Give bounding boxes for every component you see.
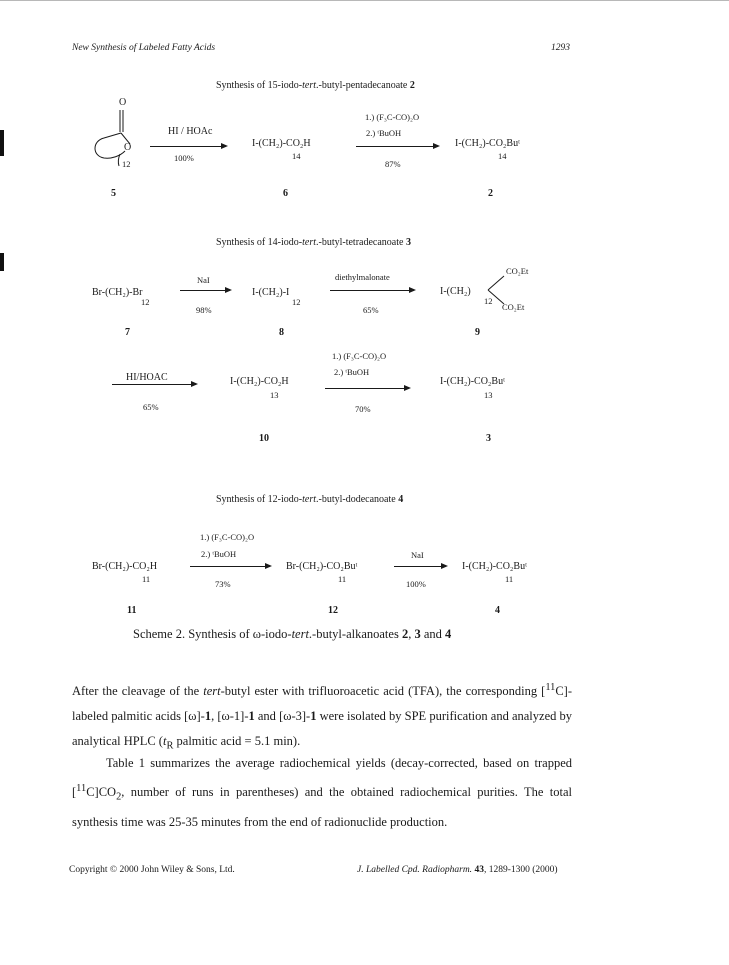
ester-substituent: CO₂Et [506,266,529,276]
compound-2-formula: I-(CH₂)-CO₂Buᵗ [455,138,520,149]
compound-9-formula: I-(CH₂) [440,286,471,297]
ring-oxygen: O [124,142,132,153]
carbonyl-oxygen: O [119,97,127,108]
journal-citation: J. Labelled Cpd. Radiopharm. 43, 1289-1300 (2000) [357,865,558,875]
body-paragraph-1: After the cleavage of the tert-butyl ester with trifluoroacetic acid (TFA), the corresponding [$^{11}$C]-labeled palmitic acids [ω]-1, [ω-1]-1 and [ω-3]-1 were isolated by SPE purification and analyzed by analytical HPLC ($t_R$ palmitic acid = 5.1 min). [72,682,573,752]
chain-length-subscript: 12 [141,297,150,307]
reaction-arrow [330,290,414,291]
compound-4-formula: I-(CH₂)-CO₂Buᵗ [462,561,527,572]
compound-number: 11 [127,605,137,616]
chain-length-subscript: 12 [292,297,301,307]
ring-size-subscript: 12 [122,159,131,169]
reagent-label: HI / HOAc [168,126,213,137]
running-title: New Synthesis of Labeled Fatty Acids [72,43,216,53]
chain-length-subscript: 11 [142,574,151,584]
scheme-subtitle-3: Synthesis of 12-iodo-tert.-butyl-dodecanoate 4 [216,494,404,505]
yield-label: 65% [143,402,159,412]
reagent-label: HI/HOAC [126,372,168,383]
ester-substituent: CO₂Et [502,302,525,312]
reagent-label: NaI [197,275,210,285]
chain-length-subscript: 14 [292,151,301,161]
body-paragraph-2: Table 1 summarizes the average radiochemical yields (decay-corrected, based on trapped $[^{11}C]CO_2$, number of runs in parentheses) and the obtained radiochemical purities. The total synthesis time was 25-35 minutes from the end of radionuclide production. [72,756,572,829]
reagent-label: 2.) ᵗBuOH [334,367,370,377]
scan-edge-mark [0,253,4,271]
page-number: 1293 [551,43,570,53]
reaction-arrow [325,388,409,389]
scheme-caption: Scheme 2. Synthesis of ω-iodo-tert.-butyl-alkanoates 2, 3 and 4 [133,627,452,641]
reagent-label: diethylmalonate [335,272,390,282]
yield-label: 70% [355,404,371,414]
reaction-arrow [394,566,446,567]
reagent-label: 1.) (F₃C-CO)₂O [332,351,387,361]
compound-number: 3 [486,433,491,444]
reagent-label: 2.) ᵗBuOH [366,128,402,138]
reagent-label: NaI [411,550,424,560]
yield-label: 100% [406,579,426,589]
reagent-label: 1.) (F₃C-CO)₂O [200,532,255,542]
compound-number: 2 [488,188,493,199]
compound-11-formula: Br-(CH₂)-CO₂H [92,561,158,572]
compound-3-formula: I-(CH₂)-CO₂Buᵗ [440,376,505,387]
copyright-notice: Copyright © 2000 John Wiley & Sons, Ltd. [69,865,235,875]
yield-label: 73% [215,579,231,589]
compound-10-formula: I-(CH₂)-CO₂H [230,376,289,387]
scheme-subtitle-1: Synthesis of 15-iodo-tert.-butyl-pentadecanoate 2 [216,80,415,91]
compound-number: 5 [111,188,116,199]
reaction-arrow [356,146,438,147]
compound-number: 8 [279,327,284,338]
compound-number: 12 [328,605,338,616]
chain-length-subscript: 11 [338,574,347,584]
yield-label: 100% [174,153,194,163]
chain-length-subscript: 14 [498,151,507,161]
compound-number: 9 [475,327,480,338]
compound-12-formula: Br-(CH₂)-CO₂Buᵗ [286,561,358,572]
reagent-label: 1.) (F₃C-CO)₂O [365,112,420,122]
scan-edge-mark [0,130,4,156]
compound-8-formula: I-(CH₂)-I [252,287,290,298]
reaction-arrow [112,384,196,385]
chain-length-subscript: 11 [505,574,514,584]
chain-length-subscript: 13 [270,390,279,400]
compound-6-formula: I-(CH₂)-CO₂H [252,138,311,149]
reaction-arrow [190,566,270,567]
compound-number: 4 [495,605,500,616]
chain-length-subscript: 13 [484,390,493,400]
reagent-label: 2.) ᵗBuOH [201,549,237,559]
compound-number: 6 [283,188,288,199]
scheme-subtitle-2: Synthesis of 14-iodo-tert.-butyl-tetradecanoate 3 [216,237,411,248]
yield-label: 65% [363,305,379,315]
compound-number: 7 [125,327,130,338]
chain-length-subscript: 12 [484,296,493,306]
compound-number: 10 [259,433,269,444]
reaction-arrow [180,290,230,291]
yield-label: 98% [196,305,212,315]
reaction-arrow [150,146,226,147]
yield-label: 87% [385,159,401,169]
top-rule [0,0,729,1]
compound-7-formula: Br-(CH₂)-Br [92,287,143,298]
